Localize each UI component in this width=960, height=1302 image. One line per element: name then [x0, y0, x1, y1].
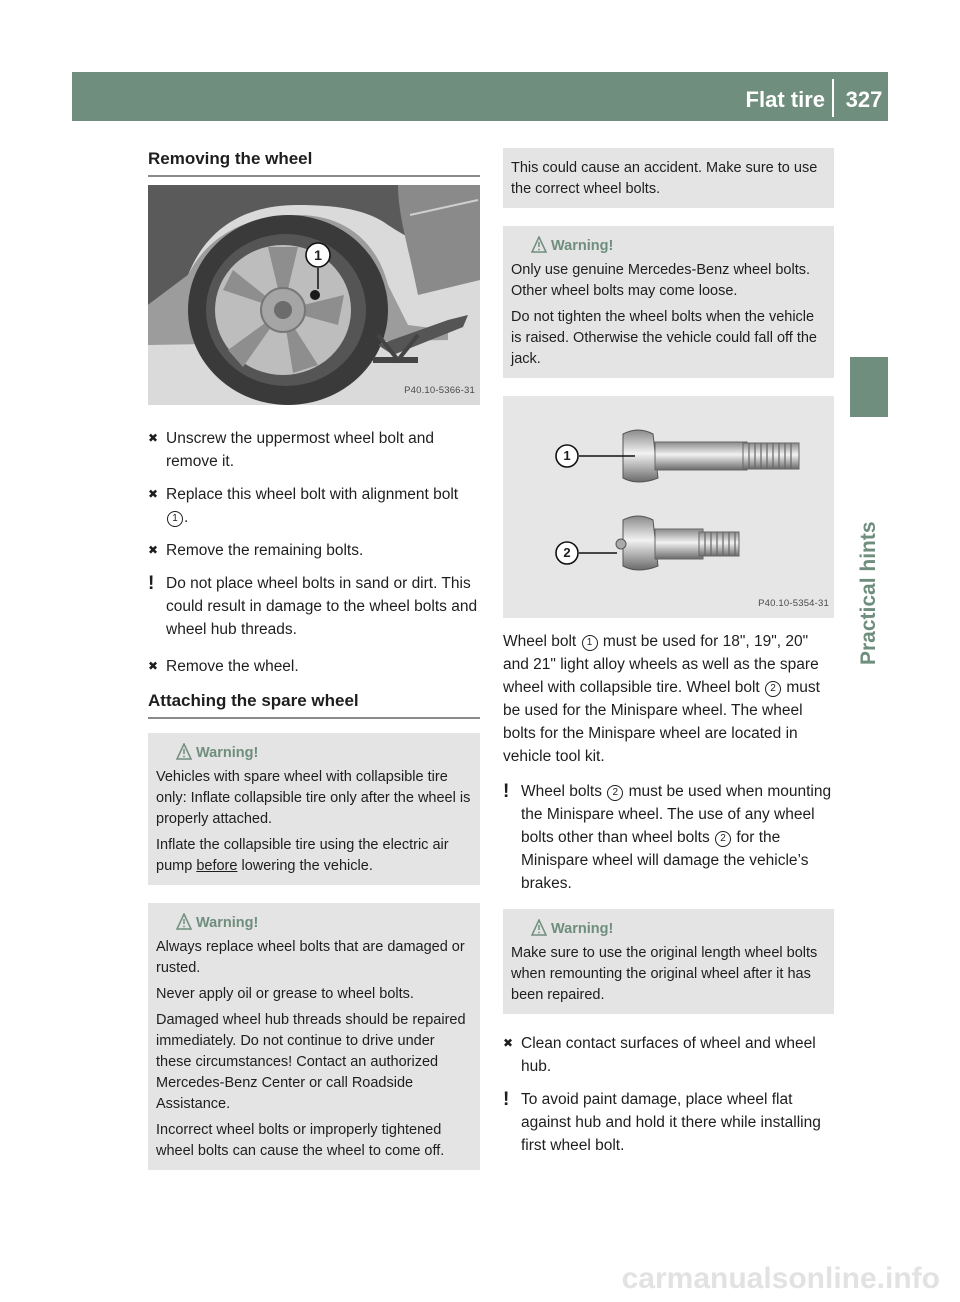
step-arrow-icon: ✖ [148, 487, 159, 501]
section-side-label: Practical hints [857, 521, 880, 665]
warning-title [156, 913, 472, 934]
warning-text-part: lowering the vehicle. [241, 858, 373, 874]
warning-box-damaged-bolts [148, 903, 480, 1170]
warning-text: Make sure to use the original length wheel bolts when remounting the original wheel after it has been repaired. [511, 945, 818, 1003]
warning-text: Vehicles with spare wheel with collapsible tire only: Inflate collapsible tire only after the wheel is properly attached. [156, 769, 471, 827]
note-sand-dirt [148, 572, 480, 641]
figure-code: P40.10-5366-31 [404, 385, 475, 396]
step-arrow-icon: ✖ [148, 431, 159, 445]
note-exclamation-icon: ! [148, 573, 155, 594]
note-minispare-bolts [503, 780, 834, 895]
warning-title-text: Warning! [196, 745, 259, 761]
warning-box-genuine-bolts [503, 226, 834, 378]
para-text: Wheel bolt [503, 633, 577, 650]
step-unscrew [148, 427, 480, 473]
warning-text: Incorrect wheel bolts or improperly tightened wheel bolts can cause the wheel to come off. [156, 1122, 445, 1159]
step-replace-bolt [148, 483, 480, 529]
warning-text: Only use genuine Mercedes-Benz wheel bolts. Other wheel bolts may come loose. [511, 262, 811, 299]
warning-triangle-icon [531, 919, 547, 937]
note-text: Do not place wheel bolts in sand or dirt. This could result in damage to the wheel bolts and wheel hub threads. [166, 575, 478, 638]
warning-title [511, 919, 826, 940]
para-text: must be used for the Minispare wheel. The wheel bolts for the Minispare wheel are located in vehicle tool kit. [503, 679, 820, 765]
note-paint-damage [503, 1088, 834, 1157]
note-text: for the Minispare wheel will damage the vehicle’s brakes. [521, 829, 809, 892]
step-text: Remove the remaining bolts. [166, 542, 364, 559]
header-divider [832, 79, 834, 117]
warning-title-text: Warning! [551, 921, 614, 937]
wheel-bolts-illustration [503, 396, 834, 618]
callout-2: 2 [563, 545, 571, 560]
step-text: Clean contact surfaces of wheel and wheel hub. [521, 1035, 816, 1075]
callout-1: 1 [314, 247, 322, 263]
warning-triangle-icon [176, 913, 192, 931]
step-clean-surfaces [503, 1032, 834, 1078]
callout-ref-2: 2 [607, 785, 623, 801]
warning-text: Do not tighten the wheel bolts when the vehicle is raised. Otherwise the vehicle could fall off the jack. [511, 309, 818, 367]
warning-title [156, 743, 472, 764]
warning-text-part: Inflate the collapsible tire using the electric air pump [156, 837, 449, 874]
note-exclamation-icon: ! [503, 1089, 510, 1110]
callout-ref-2: 2 [765, 681, 781, 697]
figure-wheel-removal [148, 185, 480, 405]
note-exclamation-icon: ! [503, 781, 510, 802]
heading-removing-wheel: Removing the wheel [148, 146, 480, 177]
step-remove-wheel [148, 655, 480, 678]
paragraph-wheel-bolts [503, 630, 834, 768]
step-text: Remove the wheel. [166, 658, 299, 675]
step-text: Unscrew the uppermost wheel bolt and remove it. [166, 430, 434, 470]
left-column [148, 146, 480, 1188]
note-text: must be used when mounting the Minispare wheel. The use of any wheel bolts other than wheel bolts [521, 783, 832, 846]
warning-triangle-icon [176, 743, 192, 761]
step-text-end: . [184, 509, 189, 526]
warning-box-collapsible [148, 733, 480, 885]
note-text: To avoid paint damage, place wheel flat against hub and hold it there while installing first wheel bolt. [521, 1091, 821, 1154]
step-remove-bolts [148, 539, 480, 562]
callout-1: 1 [563, 448, 571, 463]
step-arrow-icon: ✖ [148, 659, 159, 673]
warning-text: Never apply oil or grease to wheel bolts. [156, 986, 414, 1002]
wheel-jack-illustration [148, 185, 480, 405]
figure-wheel-bolts [503, 396, 834, 618]
warning-title-text: Warning! [196, 915, 259, 931]
warning-text: Always replace wheel bolts that are damaged or rusted. [156, 939, 465, 976]
callout-ref-1: 1 [167, 511, 183, 527]
figure-code: P40.10-5354-31 [758, 598, 829, 609]
warning-text [156, 835, 472, 877]
footer-watermark: carmanualsonline.info [621, 1262, 940, 1295]
note-text: Wheel bolts [521, 783, 602, 800]
callout-ref-2: 2 [715, 831, 731, 847]
warning-text: Damaged wheel hub threads should be repaired immediately. Do not continue to drive under these circumstances! Contact an authorized Mercedes-Benz Center or call Roadside Assistance. [156, 1012, 466, 1112]
warning-title-text: Warning! [551, 238, 614, 254]
heading-attaching-spare: Attaching the spare wheel [148, 688, 480, 719]
warning-emphasis: before [196, 858, 238, 874]
callout-ref-1: 1 [582, 635, 598, 651]
warning-text: This could cause an accident. Make sure to use the correct wheel bolts. [511, 160, 818, 197]
step-text: Replace this wheel bolt with alignment bolt [166, 486, 459, 503]
warning-triangle-icon [531, 236, 547, 254]
step-arrow-icon: ✖ [148, 543, 159, 557]
right-column [503, 148, 834, 1171]
warning-box-continued [503, 148, 834, 208]
page-number: 327 [845, 87, 883, 112]
section-tab [850, 357, 888, 417]
warning-box-original-length [503, 909, 834, 1014]
page-title: Flat tire [745, 87, 825, 112]
para-text: must be used for 18", 19", 20" and 21" light alloy wheels as well as the spare wheel with collapsible tire. Wheel bolt [503, 633, 819, 696]
warning-title [511, 236, 826, 257]
step-arrow-icon: ✖ [503, 1036, 514, 1050]
